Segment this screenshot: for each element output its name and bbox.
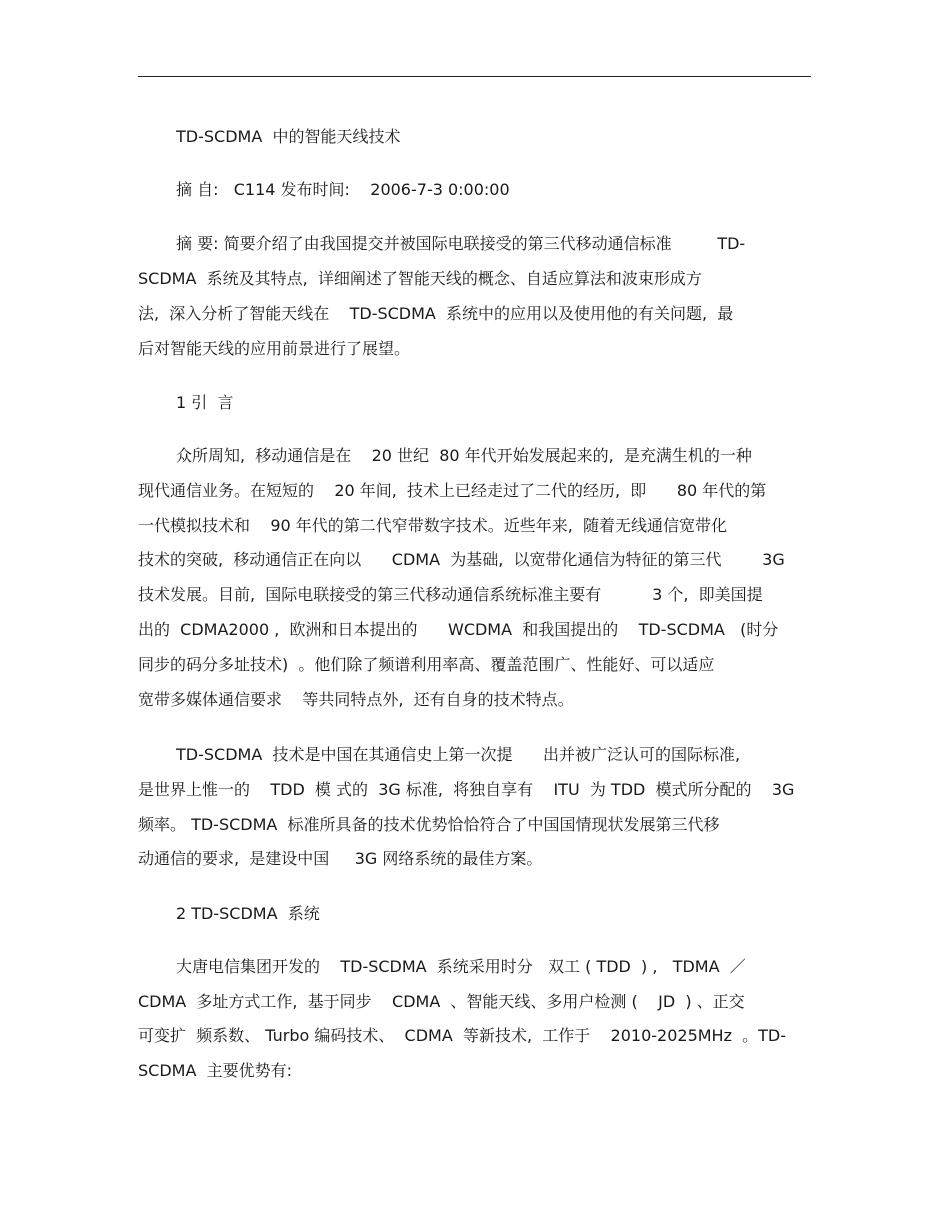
paragraph-line: 技术的突破, 移动通信正在向以 CDMA 为基础, 以宽带化通信为特征的第三代 3G <box>138 550 785 569</box>
paragraph-line: 可变扩 频系数、 Turbo 编码技术、 CDMA 等新技术, 工作于 2010-2025MHz 。TD- <box>138 1026 787 1045</box>
paragraph-line: 现代通信业务。在短短的 20 年间, 技术上已经走过了二代的经历, 即 80 年代的第 <box>138 481 767 500</box>
paragraph-line: 同步的码分多址技术) 。他们除了频谱利用率高、覆盖范围广、性能好、可以适应 <box>138 655 715 674</box>
source-line: 摘 自: C114 发布时间: 2006-7-3 0:00:00 <box>176 180 510 199</box>
paragraph-line: 出的 CDMA2000 , 欧洲和日本提出的 WCDMA 和我国提出的 TD-SCDMA (时分 <box>138 620 779 639</box>
paragraph-line: 一代模拟技术和 90 年代的第二代窄带数字技术。近些年来, 随着无线通信宽带化 <box>138 516 728 535</box>
abstract-line: 摘 要: 简要介绍了由我国提交并被国际电联接受的第三代移动通信标准 TD- <box>176 234 746 253</box>
paragraph-line: 动通信的要求, 是建设中国 3G 网络系统的最佳方案。 <box>138 849 543 868</box>
document-title: TD-SCDMA 中的智能天线技术 <box>176 127 401 146</box>
abstract-line: 后对智能天线的应用前景进行了展望。 <box>138 339 411 358</box>
paragraph-line: 技术发展。目前, 国际电联接受的第三代移动通信系统标准主要有 3 个, 即美国提 <box>138 585 763 604</box>
abstract-line: 法, 深入分析了智能天线在 TD-SCDMA 系统中的应用以及使用他的有关问题, 最 <box>138 304 734 323</box>
section-heading: 1 引 言 <box>176 393 234 412</box>
paragraph-line: 是世界上惟一的 TDD 模 式的 3G 标准, 将独自享有 ITU 为 TDD 模式所分配的 3G <box>138 780 795 799</box>
paragraph-line: TD-SCDMA 技术是中国在其通信史上第一次提 出并被广泛认可的国际标准, <box>176 745 741 764</box>
paragraph-line: 大唐电信集团开发的 TD-SCDMA 系统采用时分 双工 ( TDD ) , TDMA ／ <box>176 957 746 976</box>
header-rule <box>138 76 811 77</box>
paragraph-line: 频率。 TD-SCDMA 标准所具备的技术优势恰恰符合了中国国情现状发展第三代移 <box>138 815 720 834</box>
paragraph-line: 宽带多媒体通信要求 等共同特点外, 还有自身的技术特点。 <box>138 690 574 709</box>
paragraph-line: SCDMA 主要优势有: <box>138 1061 292 1080</box>
section-heading: 2 TD-SCDMA 系统 <box>176 904 320 923</box>
paragraph-line: 众所周知, 移动通信是在 20 世纪 80 年代开始发展起来的, 是充满生机的一种 <box>176 446 752 465</box>
abstract-line: SCDMA 系统及其特点, 详细阐述了智能天线的概念、自适应算法和波束形成方 <box>138 269 702 288</box>
paragraph-line: CDMA 多址方式工作, 基于同步 CDMA 、智能天线、多用户检测 ( JD ) 、正交 <box>138 992 745 1011</box>
